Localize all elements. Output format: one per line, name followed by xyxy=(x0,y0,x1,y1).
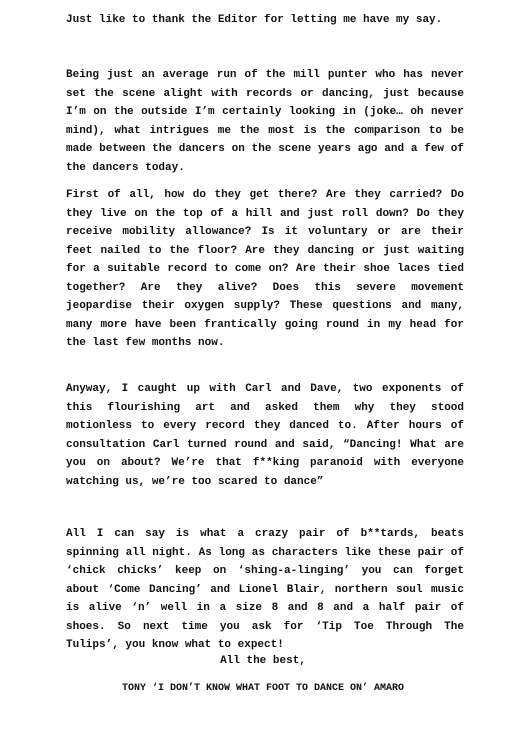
paragraph-carl-dave: Anyway, I caught up with Carl and Dave, two exponents of this flourishing art and asked them why they stood motionless to every record they danced to. After hours of consultation Carl turned round and said, “Dancing! What are you on about? We’re that f**king paranoid with everyone watching us, we’re too scared to dance” xyxy=(66,383,464,488)
paragraph-intro: Being just an average run of the mill punter who has never set the scene alight with records or dancing, just because I’m on the outside I’m certainly looking in (joke… oh never mind), what intrigues me the most is the comparison to be made between the dancers on the scene years ago and a few of the dancers today. xyxy=(66,69,464,174)
letter-closing: All the best, xyxy=(220,655,306,667)
letter-signature: TONY ‘I DON’T KNOW WHAT FOOT TO DANCE ON’ AMARO xyxy=(121,683,405,694)
paragraph-questions: First of all, how do they get there? Are they carried? Do they live on the top of a hill and just roll down? Do they receive mobility allowance? Is it voluntary or are their feet nailed to the floor? Are they dancing or just waiting for a suitable record to come on? Are their shoe laces tied together? Are they alive? Does this severe movement jeopardise their oxygen supply? These questions and many, many more have been frantically going round in my head for the last few months now. xyxy=(66,189,464,349)
paragraph-thanks: Just like to thank the Editor for letting me have my say. xyxy=(66,14,443,26)
paragraph-conclusion: All I can say is what a crazy pair of b**tards, beats spinning all night. As long as characters like these pair of ‘chick chicks’ keep on ‘shing-a-linging’ you can forget about ‘Come Dancing’ and Lionel Blair, northern soul music is alive ‘n’ well in a size 8 and 8 and a half pair of shoes. So next time you ask for ‘Tip Toe Through The Tulips’, you know what to expect! xyxy=(66,528,464,651)
